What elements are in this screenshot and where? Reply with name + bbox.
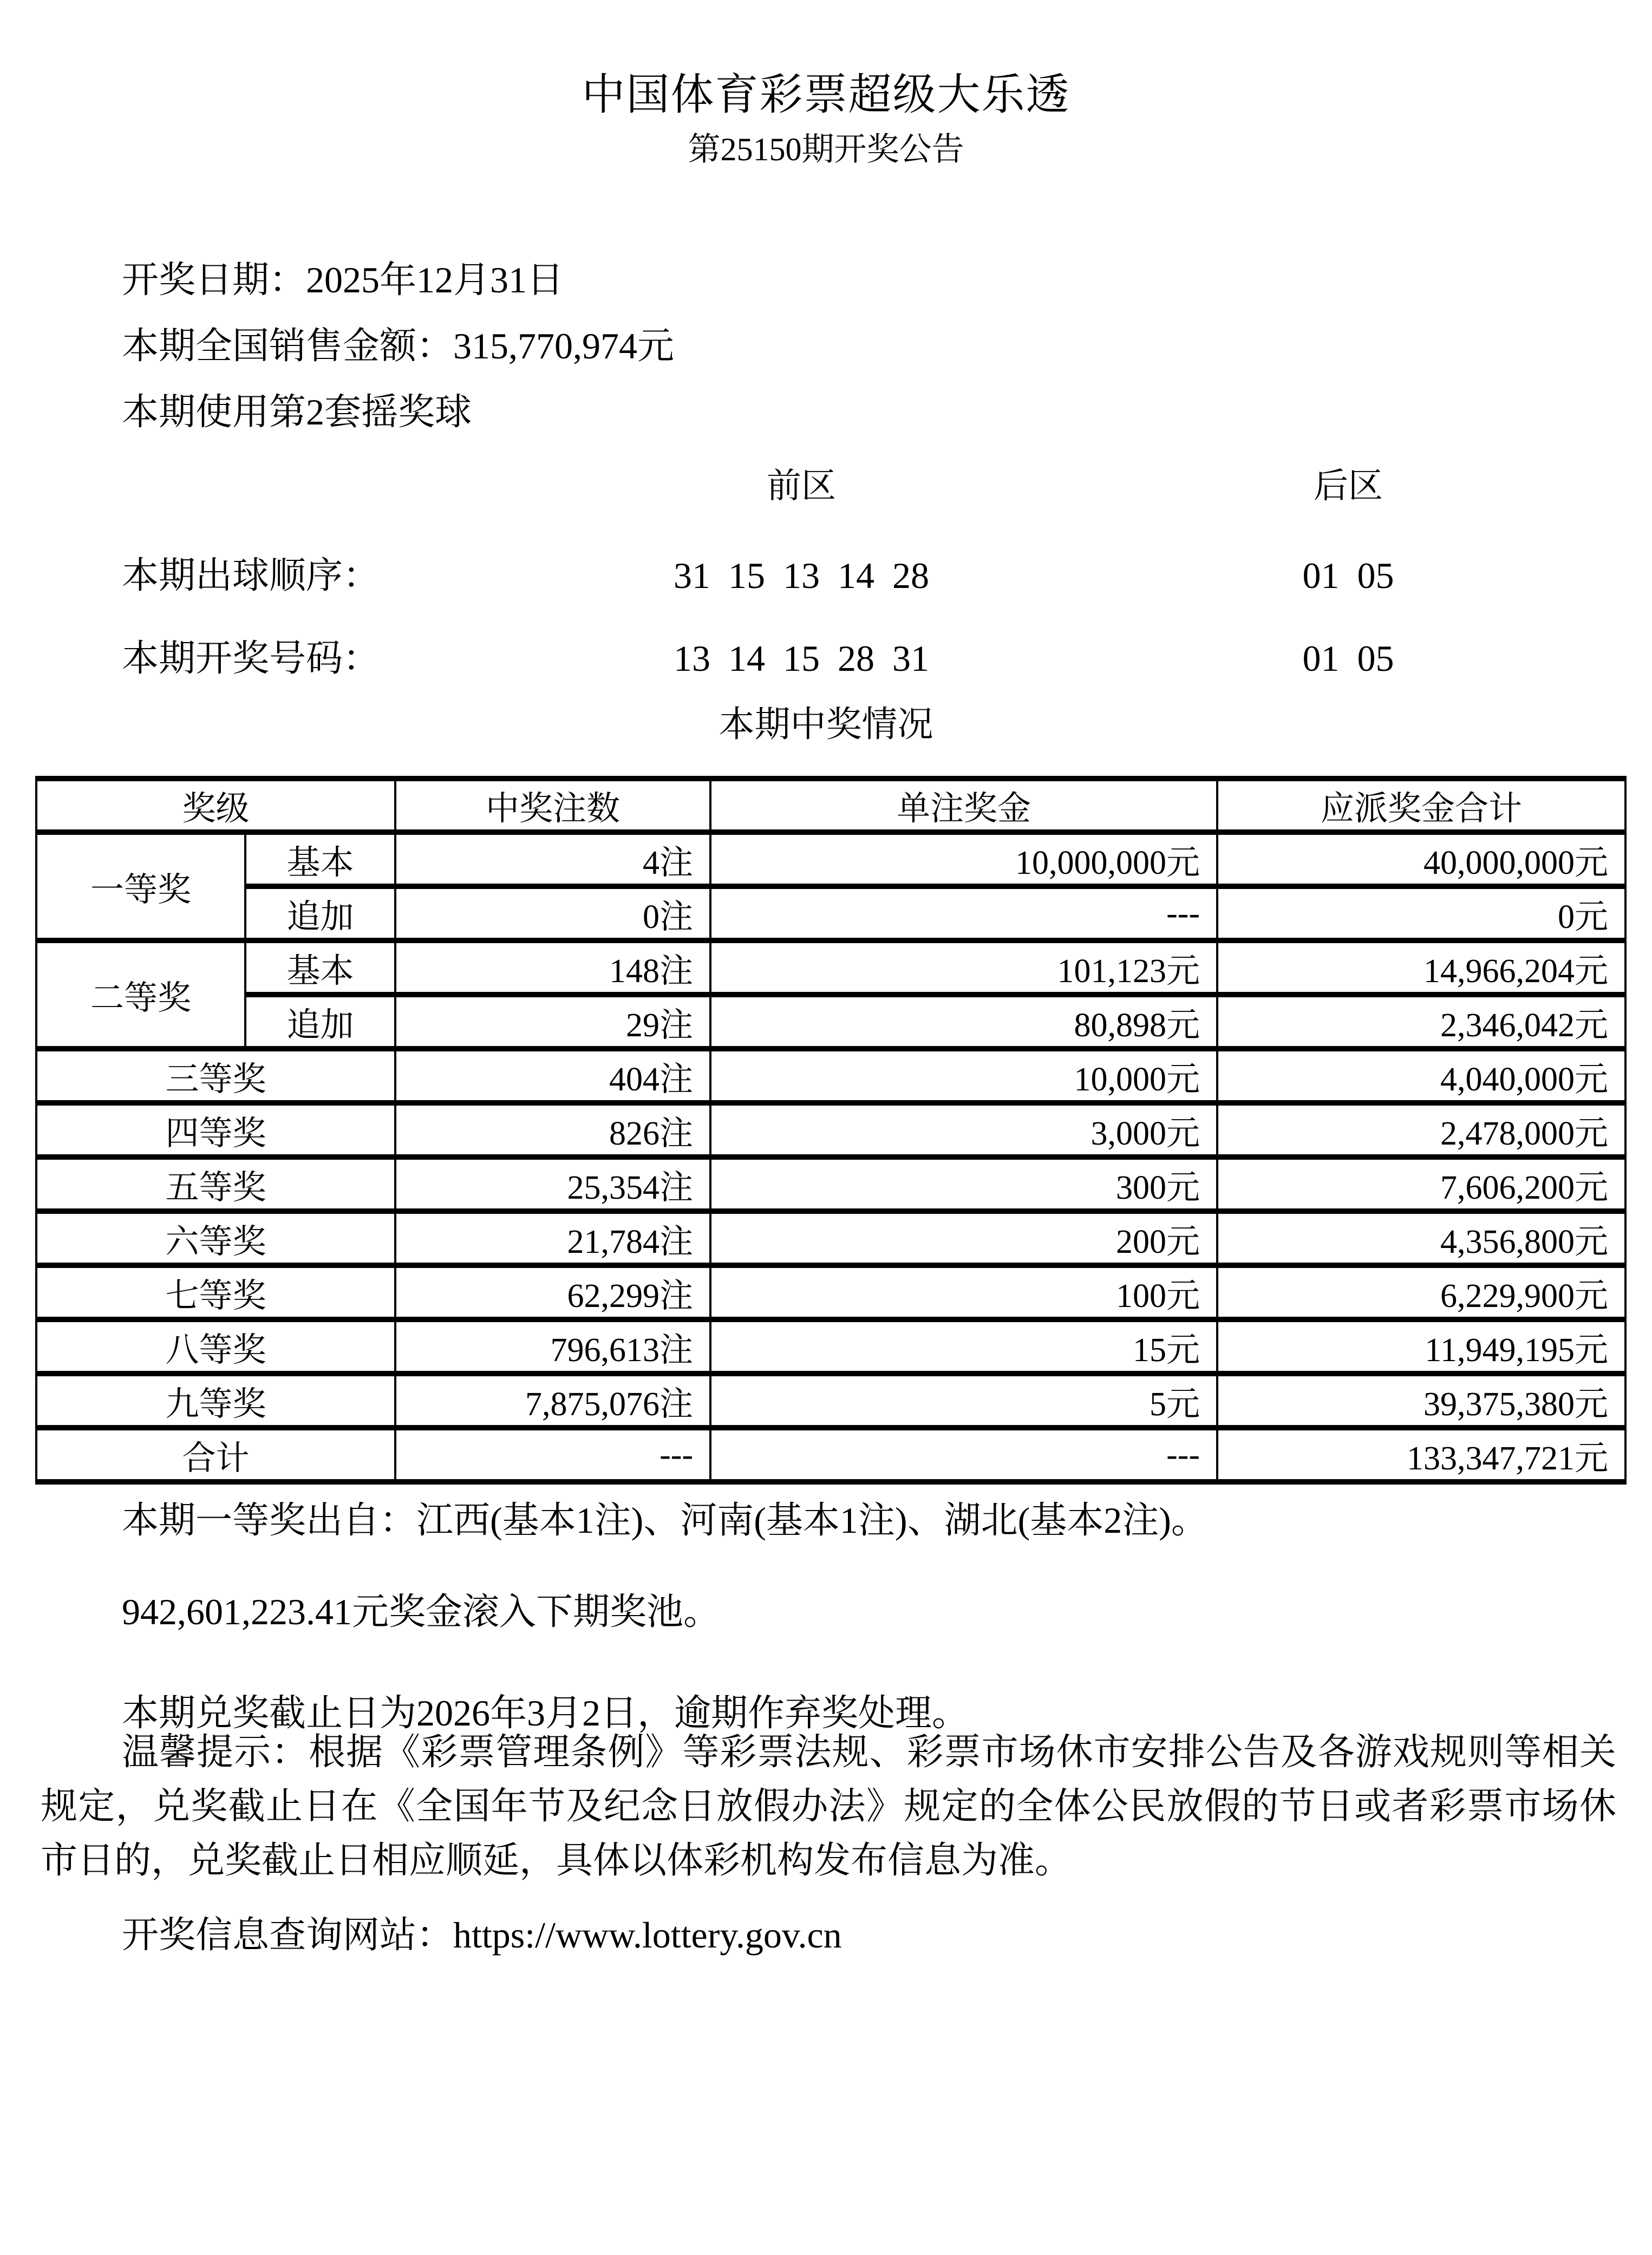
count-cell: 29注 (395, 995, 710, 1049)
prize-section-title: 本期中奖情况 (719, 705, 933, 744)
table-row (36, 1103, 1625, 1157)
level-cell: 五等奖 (36, 1157, 395, 1211)
subtype-cell: 追加 (245, 886, 395, 940)
redeem-deadline-line: 本期兑奖截止日为2026年3月2日，逾期作弃奖处理。 (122, 1692, 969, 1734)
prize-table-header-row (36, 779, 1625, 832)
front-zone-label: 前区 (767, 467, 836, 505)
draw-info-block (122, 247, 674, 445)
zone-gap (975, 465, 1235, 508)
total-prize-cell: 2,478,000元 (1217, 1103, 1625, 1157)
header-prize-level: 奖级 (36, 779, 395, 832)
level-cell: 一等奖 (36, 832, 245, 940)
table-row (36, 832, 1625, 886)
single-prize-cell: 100元 (710, 1265, 1217, 1319)
table-row (36, 995, 1625, 1049)
page-subtitle: 第25150期开奖公告 (688, 132, 964, 167)
winning-number-label: 本期开奖号码： (122, 638, 380, 679)
header-winning-count: 中奖注数 (395, 779, 710, 832)
draw-order-back-numbers: 01 05 (1302, 555, 1394, 596)
single-prize-cell: 10,000,000元 (710, 832, 1217, 886)
level-cell: 三等奖 (36, 1049, 395, 1103)
table-row (36, 1265, 1625, 1319)
table-row (36, 1374, 1625, 1428)
ball-set-line: 本期使用第2套摇奖球 (122, 391, 472, 433)
page-title: 中国体育彩票超级大乐透 (582, 71, 1070, 119)
table-row (36, 940, 1625, 995)
single-prize-cell: --- (710, 1428, 1217, 1482)
winning-front-numbers: 13 14 15 28 31 (674, 638, 929, 679)
zone-gap (975, 554, 1235, 597)
draw-date-line: 开奖日期：2025年12月31日 (122, 259, 564, 300)
count-cell: 7,875,076注 (395, 1374, 710, 1428)
count-cell: 404注 (395, 1049, 710, 1103)
header-single-prize: 单注奖金 (710, 779, 1217, 832)
winning-back-numbers: 01 05 (1302, 638, 1394, 679)
total-prize-cell: 39,375,380元 (1217, 1374, 1625, 1428)
count-cell: 4注 (395, 832, 710, 886)
total-prize-cell: 4,356,800元 (1217, 1211, 1625, 1265)
notice-paragraph: 温馨提示：根据《彩票管理条例》等彩票法规、彩票市场休市安排公告及各游戏规则等相关规定，兑奖截止日在《全国年节及纪念日放假办法》规定的全体公民放假的节日或者彩票市场休市日的，兑奖截止日相应顺延，具体以体彩机构发布信息为准。 (41, 1731, 1616, 1881)
table-row (36, 886, 1625, 940)
single-prize-cell: 300元 (710, 1157, 1217, 1211)
subtype-cell: 追加 (245, 995, 395, 1049)
single-prize-cell: 200元 (710, 1211, 1217, 1265)
subtype-cell: 基本 (245, 940, 395, 995)
total-prize-cell: 4,040,000元 (1217, 1049, 1625, 1103)
rollover-amount-line: 942,601,223.41元奖金滚入下期奖池。 (122, 1591, 721, 1632)
total-prize-cell: 7,606,200元 (1217, 1157, 1625, 1211)
website-line: 开奖信息查询网站：https://www.lottery.gov.cn (122, 1914, 842, 1956)
single-prize-cell: 5元 (710, 1374, 1217, 1428)
total-prize-cell: 6,229,900元 (1217, 1265, 1625, 1319)
draw-order-label: 本期出球顺序： (122, 555, 380, 596)
table-row (36, 1049, 1625, 1103)
total-prize-cell: 14,966,204元 (1217, 940, 1625, 995)
single-prize-cell: 101,123元 (710, 940, 1217, 995)
level-cell: 六等奖 (36, 1211, 395, 1265)
count-cell: 0注 (395, 886, 710, 940)
single-prize-cell: 80,898元 (710, 995, 1217, 1049)
count-cell: 148注 (395, 940, 710, 995)
table-row (36, 1211, 1625, 1265)
zone-header-spacer (122, 465, 628, 508)
level-cell: 九等奖 (36, 1374, 395, 1428)
subtype-cell: 基本 (245, 832, 395, 886)
single-prize-cell: 3,000元 (710, 1103, 1217, 1157)
single-prize-cell: 10,000元 (710, 1049, 1217, 1103)
first-prize-origin-line: 本期一等奖出自：江西(基本1注)、河南(基本1注)、湖北(基本2注)。 (122, 1500, 1208, 1541)
draw-order-row (122, 554, 1462, 597)
single-prize-cell: 15元 (710, 1319, 1217, 1374)
sales-amount-line: 本期全国销售金额：315,770,974元 (122, 325, 675, 367)
count-cell: --- (395, 1428, 710, 1482)
count-cell: 25,354注 (395, 1157, 710, 1211)
zone-gap (975, 637, 1235, 680)
prize-table (35, 776, 1627, 1485)
zone-header-row (122, 465, 1462, 508)
table-row (36, 1319, 1625, 1374)
total-prize-cell: 2,346,042元 (1217, 995, 1625, 1049)
table-row (36, 1157, 1625, 1211)
header-total-prize: 应派奖金合计 (1217, 779, 1625, 832)
level-cell: 四等奖 (36, 1103, 395, 1157)
level-cell: 二等奖 (36, 940, 245, 1049)
level-cell: 八等奖 (36, 1319, 395, 1374)
level-cell: 合计 (36, 1428, 395, 1482)
total-prize-cell: 11,949,195元 (1217, 1319, 1625, 1374)
table-row-total (36, 1428, 1625, 1482)
back-zone-label: 后区 (1314, 467, 1383, 505)
draw-order-front-numbers: 31 15 13 14 28 (674, 555, 929, 596)
count-cell: 826注 (395, 1103, 710, 1157)
count-cell: 62,299注 (395, 1265, 710, 1319)
winning-number-row (122, 637, 1462, 680)
single-prize-cell: --- (710, 886, 1217, 940)
total-prize-cell: 0元 (1217, 886, 1625, 940)
count-cell: 796,613注 (395, 1319, 710, 1374)
total-prize-cell: 133,347,721元 (1217, 1428, 1625, 1482)
total-prize-cell: 40,000,000元 (1217, 832, 1625, 886)
level-cell: 七等奖 (36, 1265, 395, 1319)
count-cell: 21,784注 (395, 1211, 710, 1265)
